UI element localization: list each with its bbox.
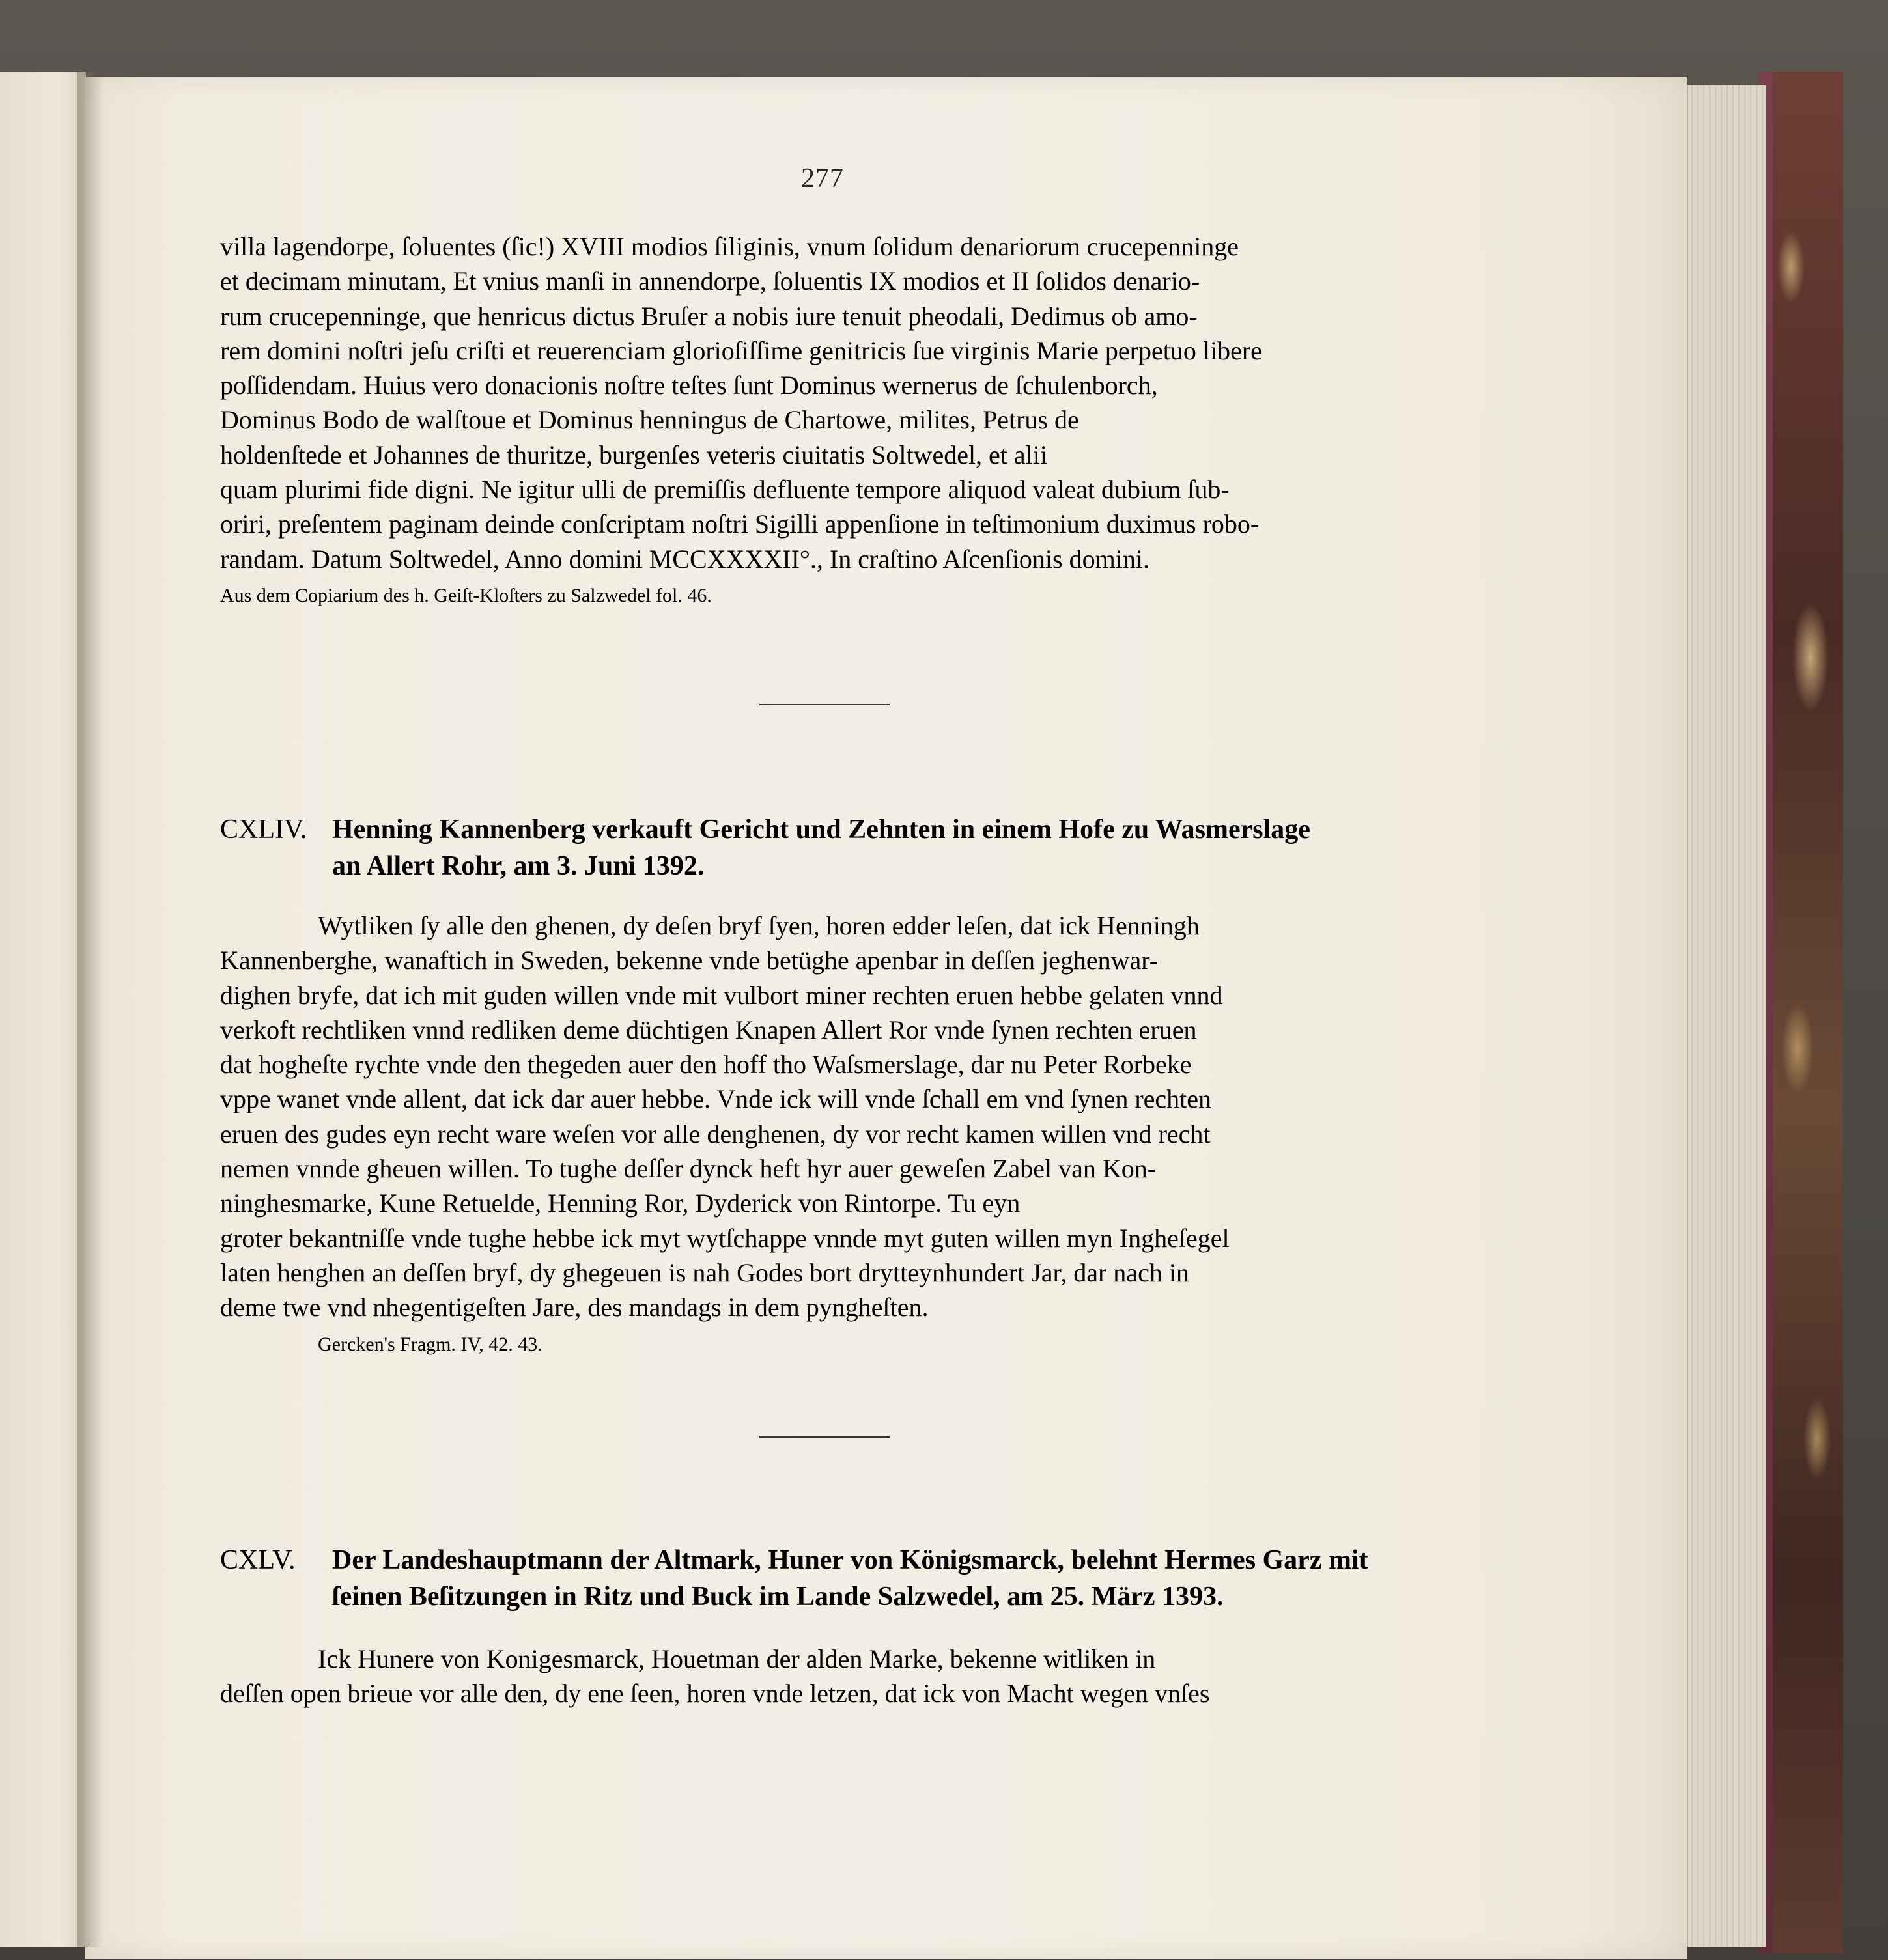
gutter-shadow <box>77 72 103 1947</box>
text-line: rum crucepenninge, que henricus dictus Bruſer a nobis iure tenuit pheodali, Dedimus ob amo- <box>220 301 1198 331</box>
text-line: verkoft rechtliken vnnd redliken deme düchtigen Knapen Allert Ror vnde ſynen rechten eruen <box>220 1015 1197 1044</box>
book-cover <box>1765 72 1843 1953</box>
text-line: eruen des gudes eyn recht ware weſen vor alle denghenen, dy vor recht kamen willen vnd recht <box>220 1119 1211 1149</box>
text-line: quam plurimi fide digni. Ne igitur ulli de premiſſis defluente tempore aliquod valeat dubium ſub- <box>220 475 1230 505</box>
text-line: groter bekantniſſe vnde tughe hebbe ick myt wytſchappe vnnde myt guten willen myn Ingheſegel <box>220 1223 1230 1253</box>
page-edges <box>1687 85 1766 1947</box>
charter-paragraph <box>220 1642 1433 1711</box>
text-line: oriri, preſentem paginam deinde conſcriptam noſtri Sigilli appenſione in teſtimonium duximus robo- <box>220 509 1260 539</box>
section-title-line: Henning Kannenberg verkauft Gericht und Zehnten in einem Hofe zu Wasmerslage <box>332 815 1310 845</box>
page-number: 277 <box>801 163 844 193</box>
charter-continued <box>220 229 1433 610</box>
text-line: Wytliken ſy alle den ghenen, dy deſen bryf ſyen, horen edder leſen, dat ick Henningh <box>318 911 1200 940</box>
text-line: poſſidendam. Huius vero donacionis noſtre teſtes ſunt Dominus wernerus de ſchulenborch, <box>220 371 1158 400</box>
charter-paragraph <box>220 908 1433 1325</box>
section-heading-144 <box>220 811 1433 884</box>
text-line: villa lagendorpe, ſoluentes (ſic!) XVIII modios ſiliginis, vnum ſolidum denariorum crucepenninge <box>220 232 1239 261</box>
section-body-144 <box>220 908 1433 1359</box>
section-heading-145 <box>220 1542 1433 1615</box>
text-line: et decimam minutam, Et vnius manſi in annendorpe, ſoluentis IX modios et II ſolidos denario- <box>220 266 1200 296</box>
section-number: CXLV. <box>220 1545 296 1575</box>
section-title-line: an Allert Rohr, am 3. Juni 1392. <box>332 851 705 881</box>
section-body-145 <box>220 1642 1433 1711</box>
text-line: nemen vnnde gheuen willen. To tughe deſſer dynck heft hyr auer geweſen Zabel van Kon- <box>220 1154 1157 1184</box>
charter-paragraph <box>220 229 1433 576</box>
text-line: vppe wanet vnde allent, dat ick dar auer hebbe. Vnde ick will vnde ſchall em vnd ſynen rechten <box>220 1084 1212 1114</box>
section-title-line: Der Landeshauptmann der Altmark, Huner von Königsmarck, belehnt Hermes Garz mit <box>332 1545 1368 1575</box>
text-line: holdenſtede et Johannes de thuritze, burgenſes veteris ciuitatis Soltwedel, et alii <box>220 440 1048 469</box>
text-line: Kannenberghe, wanaftich in Sweden, bekenne vnde betüghe apenbar in deſſen jeghenwar- <box>220 945 1159 975</box>
section-title-line: ſeinen Beſitzungen in Ritz und Buck im Lande Salzwedel, am 25. März 1393. <box>332 1582 1224 1612</box>
text-line: laten henghen an deſſen bryf, dy ghegeuen is nah Godes bort drytteynhundert Jar, dar nach in <box>220 1257 1189 1287</box>
section-divider <box>759 1436 890 1438</box>
text-line: Ick Hunere von Konigesmarck, Houetman der alden Marke, bekenne witliken in <box>318 1644 1156 1673</box>
text-line: rem domini noſtri jeſu criſti et reuerenciam glorioſiſſime genitricis ſue virginis Marie perpetuo libere <box>220 335 1262 365</box>
text-line: dat hogheſte rychte vnde den thegeden auer den hoff tho Waſsmerslage, dar nu Peter Rorbeke <box>220 1050 1192 1080</box>
section-number: CXLIV. <box>220 815 307 845</box>
text-line: deſſen open brieue vor alle den, dy ene ſeen, horen vnde letzen, dat ick von Macht wegen vnſes <box>220 1679 1210 1709</box>
text-line: deme twe vnd nhegentigeſten Jare, des mandags in dem pyngheſten. <box>220 1293 929 1323</box>
source-note: Aus dem Copiarium des h. Geiſt-Kloſters zu Salzwedel fol. 46. <box>220 584 712 606</box>
text-line: Dominus Bodo de walſtoue et Dominus henningus de Chartowe, milites, Petrus de <box>220 405 1079 435</box>
text-line: dighen bryfe, dat ich mit guden willen vnde mit vulbort miner rechten eruen hebbe gelaten vnnd <box>220 980 1223 1010</box>
left-page <box>0 72 86 1947</box>
text-line: randam. Datum Soltwedel, Anno domini MCCXXXXII°., In craſtino Aſcenſionis domini. <box>220 544 1149 574</box>
source-note: Gercken's Fragm. IV, 42. 43. <box>318 1333 542 1355</box>
section-divider <box>759 704 890 705</box>
text-line: ninghesmarke, Kune Retuelde, Henning Ror, Dyderick von Rintorpe. Tu eyn <box>220 1188 1021 1218</box>
